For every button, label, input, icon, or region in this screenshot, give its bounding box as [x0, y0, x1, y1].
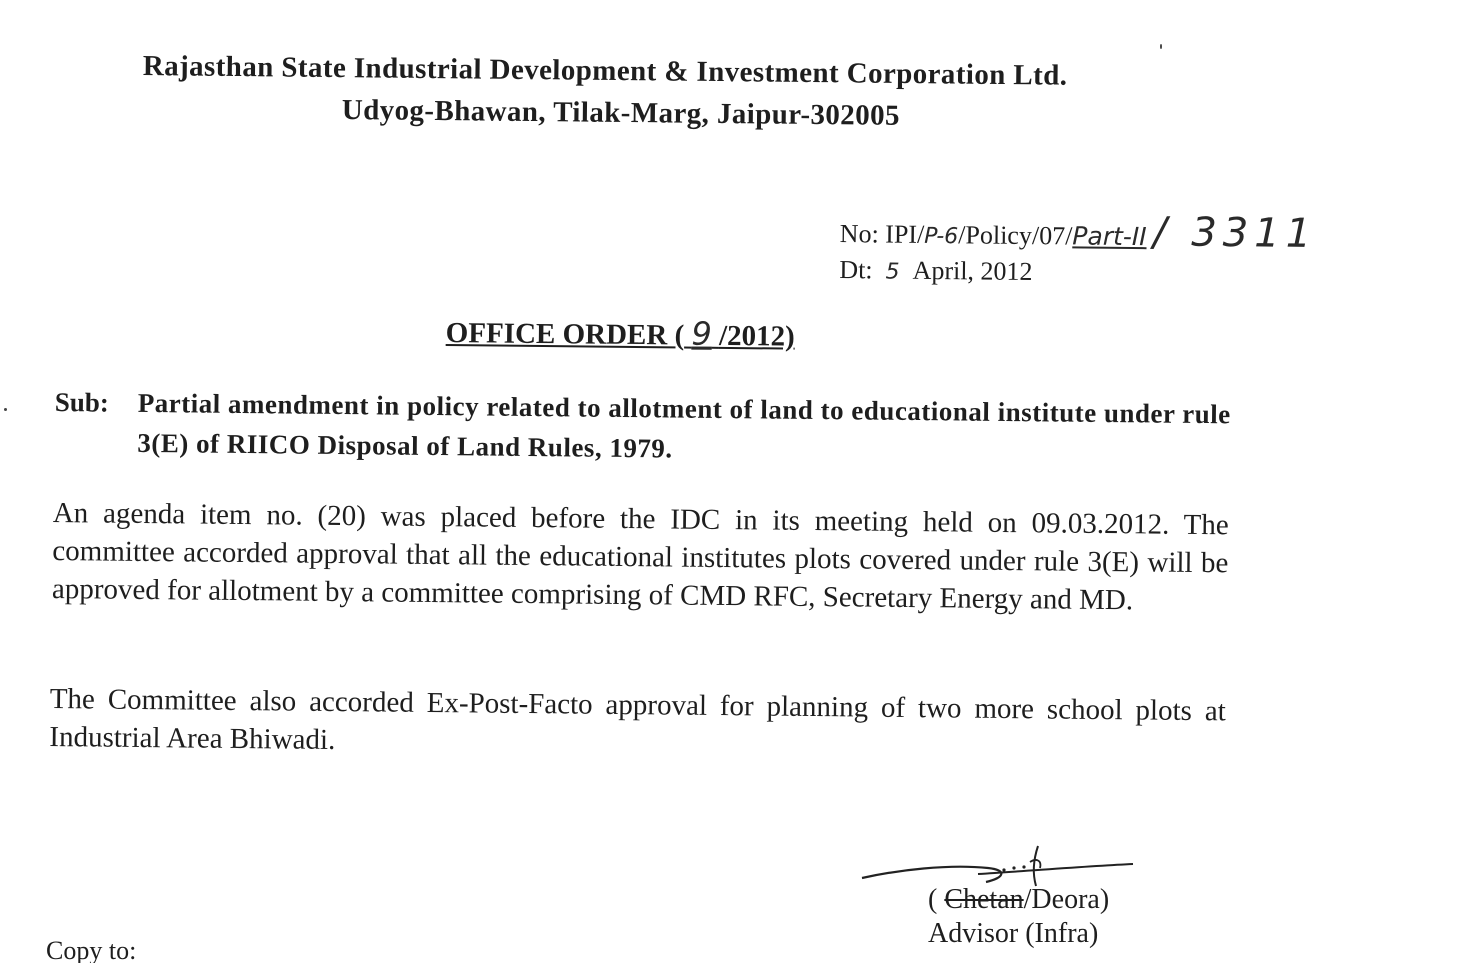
organization-name: Rajasthan State Industrial Development & Investment Corporation Ltd. [142, 50, 1068, 92]
scan-speck [4, 408, 7, 411]
reference-handwritten-day: 5 [885, 259, 900, 285]
signatory-name [928, 884, 1109, 916]
reference-handwritten-dispatch-number: / 3311 [1152, 209, 1318, 257]
subject-text: Partial amendment in policy related to allotment of land to educational institute under rule 3(E) of RIICO Disposal of Land Rules, 1979. [137, 387, 1231, 464]
reference-number-middle: /Policy/07/ [958, 220, 1073, 251]
signatory-designation: Advisor (Infra) [928, 918, 1099, 949]
reference-handwritten-code: P-6 [924, 223, 959, 250]
body-paragraph-2: The Committee also accorded Ex-Post-Facto approval for planning of two more school plots at Industrial Area Bhiwadi. [49, 682, 1226, 756]
reference-number [839, 209, 1318, 258]
signatory-last-name: /Deora) [1023, 884, 1110, 915]
reference-number-prefix: No: IPI/ [839, 218, 925, 249]
signatory-first-name: Chetan [944, 884, 1024, 915]
reference-handwritten-part: Part-II [1072, 221, 1147, 252]
scan-speck [1160, 44, 1162, 49]
subject-label: Sub: [54, 386, 109, 418]
subject-block [54, 382, 1231, 474]
reference-date-prefix: Dt: [839, 254, 873, 285]
order-handwritten-number: 9 [691, 314, 713, 353]
signatory-name-open: ( [928, 884, 945, 915]
reference-date [839, 253, 1317, 294]
order-title-suffix: /2012) [718, 319, 795, 353]
order-title-prefix: OFFICE ORDER ( [445, 316, 685, 352]
order-title [446, 312, 795, 354]
reference-block [839, 209, 1318, 294]
body-paragraph-1: An agenda item no. (20) was placed before the IDC in its meeting held on 09.03.2012. The committee accorded approval that all the educational institutes plots covered under rule 3(E) will be approved for allotment by a committee comprising of CMD RFC, Secretary Energy and MD. [51, 496, 1229, 617]
reference-date-suffix: April, 2012 [912, 255, 1033, 287]
copy-to-label: Copy to: [46, 936, 137, 963]
organization-address: Udyog-Bhawan, Tilak-Marg, Jaipur-302005 [341, 94, 901, 132]
signature-block [858, 838, 1158, 958]
